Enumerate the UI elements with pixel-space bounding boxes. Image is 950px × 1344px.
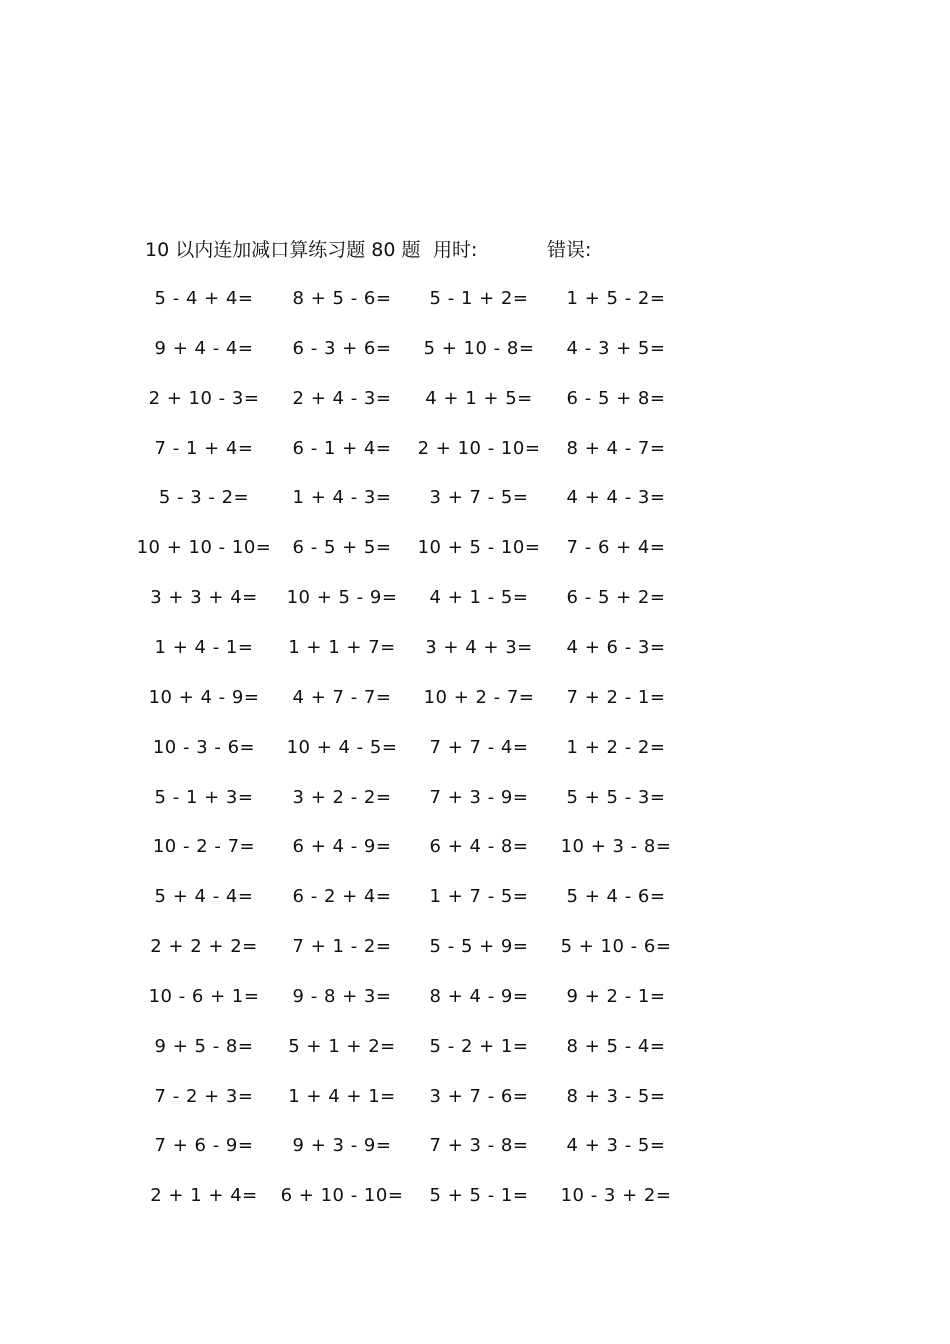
problem-item: 8 + 4 - 7= (566, 437, 666, 459)
problem-item: 1 + 7 - 5= (429, 886, 529, 908)
problem-item: 10 + 5 - 9= (286, 587, 398, 609)
problem-item: 10 - 6 + 1= (148, 985, 260, 1007)
problem-item: 1 + 1 + 7= (288, 636, 396, 658)
problem-item: 2 + 1 + 4= (150, 1185, 258, 1207)
problem-item: 10 - 3 + 2= (560, 1185, 672, 1207)
problem-item: 7 + 3 - 9= (429, 786, 529, 808)
problem-item: 4 + 1 - 5= (429, 587, 529, 609)
problem-item: 2 + 2 + 2= (150, 936, 258, 958)
problem-item: 10 - 2 - 7= (152, 836, 256, 858)
problem-item: 10 + 4 - 5= (286, 736, 398, 758)
problem-item: 4 + 1 + 5= (425, 387, 533, 409)
problem-item: 9 + 4 - 4= (154, 337, 254, 359)
problem-item: 5 - 2 + 1= (429, 1035, 529, 1057)
problem-row (0, 1181, 950, 1211)
problem-row (0, 982, 950, 1012)
problem-item: 4 + 4 - 3= (566, 487, 666, 509)
problem-item: 1 + 2 - 2= (566, 736, 666, 758)
problem-item: 6 - 1 + 4= (292, 437, 392, 459)
problem-item: 5 + 10 - 8= (423, 337, 535, 359)
problem-item: 8 + 5 - 4= (566, 1035, 666, 1057)
problem-item: 9 + 5 - 8= (154, 1035, 254, 1057)
problem-item: 9 - 8 + 3= (292, 985, 392, 1007)
problem-item: 5 + 4 - 6= (566, 886, 666, 908)
problem-item: 1 + 4 + 1= (288, 1085, 396, 1107)
problem-item: 5 + 5 - 3= (566, 786, 666, 808)
problem-item: 5 - 1 + 2= (429, 288, 529, 309)
problem-item: 3 + 4 + 3= (425, 636, 533, 658)
problem-item: 4 + 7 - 7= (292, 686, 392, 708)
errors-label: 错误: (547, 239, 592, 261)
problem-row (0, 1032, 950, 1062)
problem-item: 2 + 4 - 3= (292, 387, 392, 409)
problem-item: 5 - 5 + 9= (429, 936, 529, 958)
problem-item: 6 + 10 - 10= (280, 1185, 404, 1207)
problem-item: 2 + 10 - 10= (417, 437, 541, 459)
problem-item: 6 - 5 + 8= (566, 387, 666, 409)
problem-item: 3 + 3 + 4= (150, 587, 258, 609)
problem-item: 3 + 7 - 6= (429, 1085, 529, 1107)
problem-row (0, 284, 950, 314)
problem-item: 6 - 2 + 4= (292, 886, 392, 908)
problem-item: 5 + 4 - 4= (154, 886, 254, 908)
problem-row (0, 733, 950, 763)
problem-item: 10 - 3 - 6= (152, 736, 256, 758)
problem-item: 7 + 2 - 1= (566, 686, 666, 708)
problem-item: 5 - 3 - 2= (158, 487, 250, 509)
problem-item: 8 + 3 - 5= (566, 1085, 666, 1107)
problem-item: 1 + 5 - 2= (566, 288, 666, 309)
problem-item: 5 - 4 + 4= (154, 288, 254, 309)
problem-item: 4 + 3 - 5= (566, 1135, 666, 1157)
problem-item: 1 + 4 - 3= (292, 487, 392, 509)
problem-row (0, 1082, 950, 1112)
problem-item: 5 + 10 - 6= (560, 936, 672, 958)
problem-row (0, 483, 950, 513)
problem-item: 6 + 4 - 9= (292, 836, 392, 858)
problem-row (0, 1131, 950, 1161)
problem-item: 6 - 5 + 2= (566, 587, 666, 609)
problem-item: 7 - 1 + 4= (154, 437, 254, 459)
problem-item: 5 - 1 + 3= (154, 786, 254, 808)
problem-item: 3 + 7 - 5= (429, 487, 529, 509)
problem-item: 1 + 4 - 1= (154, 636, 254, 658)
problem-item: 10 + 10 - 10= (136, 537, 272, 559)
problem-item: 8 + 4 - 9= (429, 985, 529, 1007)
problem-row (0, 384, 950, 414)
worksheet-title: 10 以内连加减口算练习题 80 题 (145, 239, 421, 261)
problem-row (0, 882, 950, 912)
problem-item: 6 + 4 - 8= (429, 836, 529, 858)
problem-item: 6 - 5 + 5= (292, 537, 392, 559)
problem-item: 7 + 7 - 4= (429, 736, 529, 758)
problem-row (0, 434, 950, 464)
problem-item: 5 + 1 + 2= (288, 1035, 396, 1057)
problem-item: 7 - 2 + 3= (154, 1085, 254, 1107)
problem-item: 2 + 10 - 3= (148, 387, 260, 409)
problem-item: 8 + 5 - 6= (292, 288, 392, 309)
problem-row (0, 783, 950, 813)
problem-row (0, 334, 950, 364)
problem-item: 10 + 3 - 8= (560, 836, 672, 858)
problem-item: 7 + 6 - 9= (154, 1135, 254, 1157)
time-used-label: 用时: (433, 239, 478, 261)
problem-item: 4 + 6 - 3= (566, 636, 666, 658)
problem-item: 3 + 2 - 2= (292, 786, 392, 808)
problem-item: 10 + 2 - 7= (423, 686, 535, 708)
problem-row (0, 832, 950, 862)
problem-item: 6 - 3 + 6= (292, 337, 392, 359)
problem-item: 5 + 5 - 1= (429, 1185, 529, 1207)
problem-item: 4 - 3 + 5= (566, 337, 666, 359)
problem-item: 10 + 4 - 9= (148, 686, 260, 708)
problem-row (0, 533, 950, 563)
problem-item: 9 + 3 - 9= (292, 1135, 392, 1157)
problem-item: 9 + 2 - 1= (566, 985, 666, 1007)
problem-item: 10 + 5 - 10= (417, 537, 541, 559)
problem-item: 7 + 1 - 2= (292, 936, 392, 958)
problem-row (0, 633, 950, 663)
problem-item: 7 + 3 - 8= (429, 1135, 529, 1157)
problem-item: 7 - 6 + 4= (566, 537, 666, 559)
problem-row (0, 932, 950, 962)
problem-row (0, 683, 950, 713)
problem-row (0, 583, 950, 613)
